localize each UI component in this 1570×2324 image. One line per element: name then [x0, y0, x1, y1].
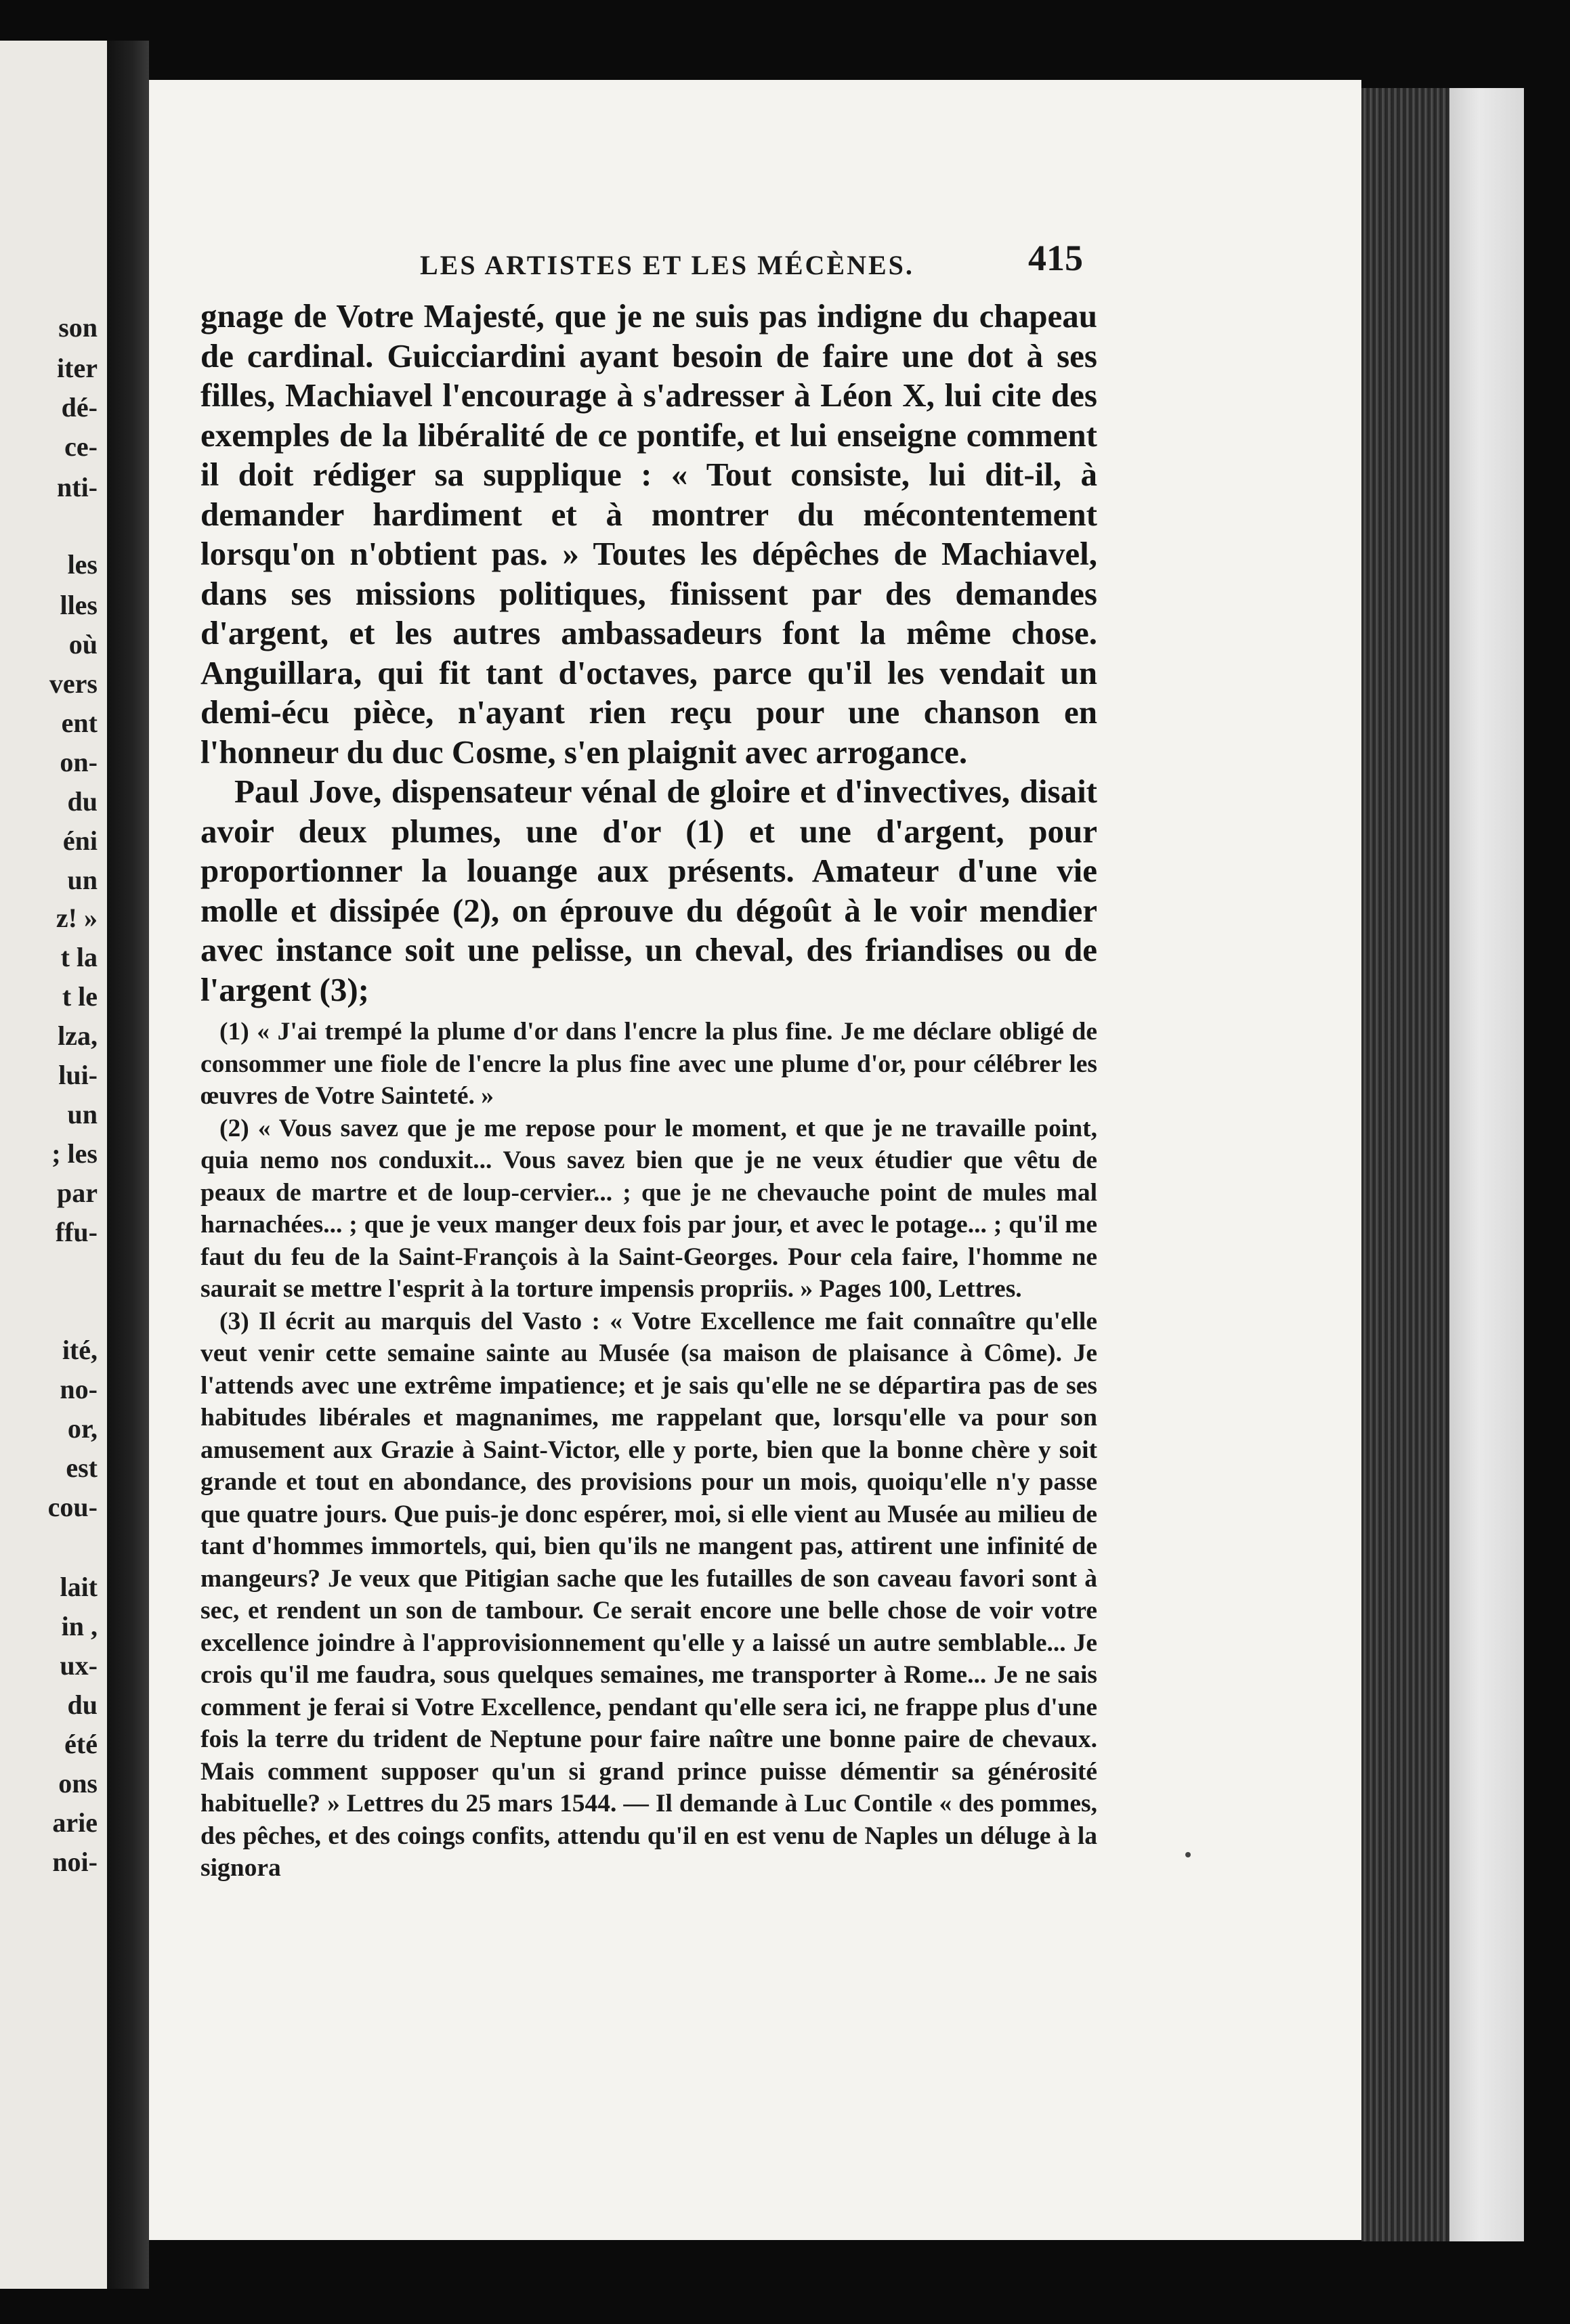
margin-fragment: par [57, 1178, 98, 1208]
margin-fragment: nti- [57, 472, 98, 502]
margin-fragment: no- [60, 1374, 98, 1404]
margin-fragment: ent [61, 708, 98, 738]
margin-fragment: t la [60, 942, 98, 972]
book-gutter [107, 41, 149, 2289]
footnote-3: (3) Il écrit au marquis del Vasto : « Votre Excellence me fait connaître qu'elle veut venir cette semaine sainte au Musée (sa maison de plaisance à Côme). Je l'attends avec une extrême impatience; et je sais qu'elle ne se départira pas de ses habitudes libérales et magnanimes, me rappelant que, lorsqu'elle va pour son amusement aux Grazie à Saint-Victor, elle y porte, bien que la bonne chère y soit grande et tout en abondance, des provisions pour un mois, quoiqu'elle n'y passe que quatre jours. Que puis-je donc espérer, moi, si elle vient au Musée au milieu de tant d'hommes immortels, qui, bien qu'ils ne mangent pas, attirent une infinité de mangeurs? Je veux que Pitigian sache que les futailles de son caveau favori sont à sec, et rendent un son de tambour. Ce serait encore une belle chose de voir votre excellence joindre à l'approvisionnement qu'elle y a laissé un autre semblable... Je crois qu'il me faudra, sous quelques semaines, me transporter à Rome... Je ne sais comment je ferai si Votre Excellence, pendant qu'elle sera ici, ne frappe plus d'une fois la terre du trident de Neptune pour faire naître une bonne paire de chevaux. Mais comment supposer qu'un si grand prince puisse démentir sa générosité habituelle? » Lettres du 25 mars 1544. — Il demande à Luc Contile « des pommes, des pêches, et des coings confits, attendu qu'il en est venu de Naples un déluge à la signora [200, 1307, 1097, 1882]
margin-fragment: in , [61, 1611, 98, 1641]
margin-fragment: z! » [56, 903, 98, 933]
margin-fragment: un [67, 1099, 98, 1129]
margin-fragment: lui- [58, 1060, 98, 1090]
margin-fragment: iter [57, 353, 98, 383]
margin-fragment: dé- [61, 392, 98, 423]
margin-fragment: du [67, 786, 98, 817]
margin-fragment: lait [60, 1572, 98, 1602]
footnotes [200, 1016, 1097, 1885]
margin-fragment: or, [67, 1413, 98, 1444]
paragraph: gnage de Votre Majesté, que je ne suis pas indigne du chapeau de cardinal. Guicciardini ayant besoin de faire une dot à ses filles, Machiavel l'encourage à s'adresser à Léon X, lui cite des exemples de la libéralité de ce pontife, et lui enseigne comment il doit rédiger sa supplique : « Tout consiste, lui dit-il, à demander hardiment et à montrer du mécontentement lorsqu'on n'obtient pas. » Toutes les dépêches de Machiavel, dans ses missions politiques, finissent par des demandes d'argent, et les autres ambassadeurs font la même chose. Anguillara, qui fit tant d'octaves, parce qu'il les vendait un demi-écu pièce, n'ayant rien reçu pour une chanson en l'honneur du duc Cosme, s'en plaignit avec arrogance. [200, 297, 1097, 771]
running-header: LES ARTISTES ET LES MÉCÈNES. [420, 250, 914, 280]
margin-fragment: les [67, 549, 98, 580]
margin-fragment: ons [58, 1768, 98, 1799]
page-number: 415 [1028, 238, 1083, 278]
margin-fragment: ce- [64, 431, 98, 462]
main-text [200, 297, 1097, 1010]
margin-fragment: t le [62, 981, 98, 1012]
margin-fragment: ffu- [55, 1217, 98, 1247]
margin-fragment: été [64, 1729, 98, 1759]
facing-page-fragment [0, 41, 107, 2289]
margin-fragment: est [66, 1452, 98, 1483]
margin-fragment: arie [52, 1807, 98, 1838]
margin-fragment: où [68, 629, 98, 660]
speck-mark [1185, 1852, 1191, 1857]
margin-fragment: lles [60, 590, 98, 620]
margin-fragment: lza, [58, 1020, 98, 1051]
footnote-2: (2) « Vous savez que je me repose pour le moment, et que je ne travaille point, quia nemo nos conduxit... Vous savez bien que je ne veux étudier que vêtu de peaux de martre et de loup-cervier... ; que je ne chevauche point de mules mal harnachées... ; que je veux manger deux fois par jour, et avec le potage... ; qu'il me faut du feu de la Saint-François à la Saint-Georges. Pour cela faire, l'homme ne saurait se mettre l'esprit à la torture impensis propriis. » Pages 100, Lettres. [200, 1114, 1097, 1303]
paragraph: Paul Jove, dispensateur vénal de gloire et d'invectives, disait avoir deux plumes, une d'or (1) et une d'argent, pour proportionner la louange aux présents. Amateur d'une vie molle et dissipée (2), on éprouve du dégoût à le voir mendier avec instance soit une pelisse, un cheval, des friandises ou de l'argent (3); [200, 773, 1097, 1008]
margin-fragment: noi- [52, 1847, 98, 1877]
margin-fragment: ité, [62, 1335, 98, 1365]
margin-fragment: son [58, 312, 98, 343]
margin-fragment: un [67, 865, 98, 895]
margin-fragment: vers [49, 668, 98, 699]
margin-fragment: du [67, 1690, 98, 1720]
margin-fragment: éni [62, 825, 98, 856]
margin-fragment: cou- [47, 1492, 98, 1522]
margin-fragment: on- [60, 747, 98, 777]
page-edge-highlight [1449, 88, 1524, 2241]
margin-fragment: ux- [60, 1650, 98, 1681]
footnote-1: (1) « J'ai trempé la plume d'or dans l'encre la plus fine. Je me déclare obligé de consommer une fiole de l'encre la plus fine avec une plume d'or, pour célébrer les œuvres de Votre Sainteté. » [200, 1018, 1097, 1110]
margin-fragment: ; les [51, 1138, 98, 1169]
